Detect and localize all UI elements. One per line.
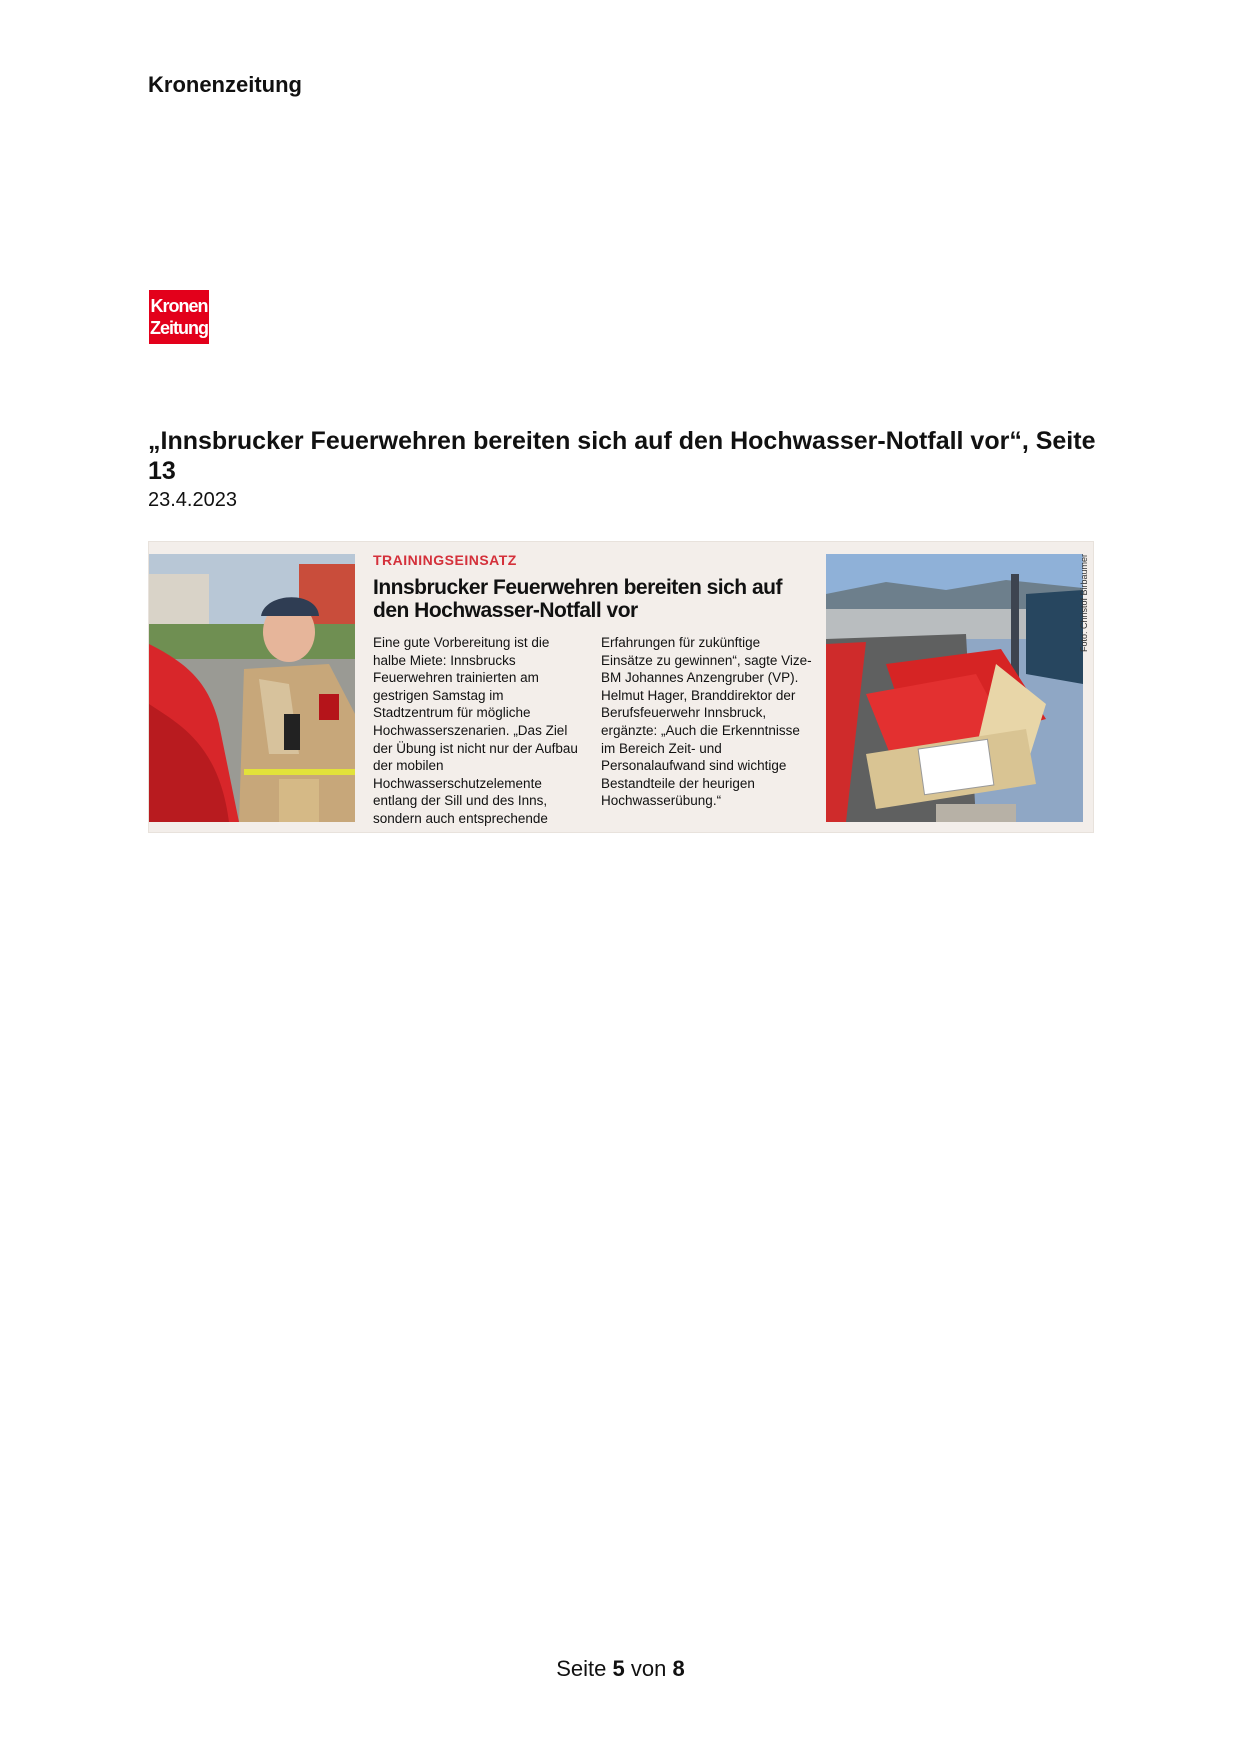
flood-barrier-photo-graphic <box>826 554 1083 822</box>
clipping-body: Eine gute Vorbereitung ist die halbe Miete: Innsbrucks Feuerwehren trainierten am gestrigen Samstag im Stadtzentrum für mögliche Hochwasserszenarien. „Das Ziel der Übung ist nicht nur der Aufbau der mobilen Hochwasserschutzelemente entlang der Sill und des Inns, sondern auch entsprechende Erfahrungen für zukünftige Einsätze zu gewinnen“, sagte Vize-BM Johannes Anzengruber (VP). Helmut Hager, Branddirektor der Berufsfeuerwehr Innsbruck, ergänzte: „Auch die Erkenntnisse im Bereich Zeit- und Personalaufwand sind wichtige Bestandteile der heurigen Hochwasserübung.“ <box>373 635 812 826</box>
footer-prefix: Seite <box>556 1656 607 1681</box>
footer-middle: von <box>630 1656 667 1681</box>
firefighter-photo <box>149 554 355 822</box>
footer-total-pages: 8 <box>672 1656 685 1681</box>
logo-line-2: Zeitung <box>150 318 208 338</box>
article-date: 23.4.2023 <box>148 489 237 511</box>
kronen-zeitung-logo <box>149 290 209 344</box>
clipping-headline: Innsbrucker Feuerwehren bereiten sich auf den Hochwasser-Notfall vor <box>373 576 782 622</box>
article-headline: „Innsbrucker Feuerwehren bereiten sich auf den Hochwasser-Notfall vor“, Seite 13 <box>148 427 1096 485</box>
source-title: Kronenzeitung <box>148 72 302 97</box>
flood-barrier-photo <box>826 554 1083 822</box>
firefighter-photo-graphic <box>149 554 355 822</box>
photo-credit: Foto: Christof Birbaumer <box>1079 554 1089 653</box>
footer-current-page: 5 <box>612 1656 625 1681</box>
clipping-kicker: TRAININGSEINSATZ <box>373 552 517 568</box>
newspaper-clipping <box>148 541 1094 833</box>
logo-line-1: Kronen <box>150 296 208 316</box>
page-footer <box>0 1656 1241 1682</box>
